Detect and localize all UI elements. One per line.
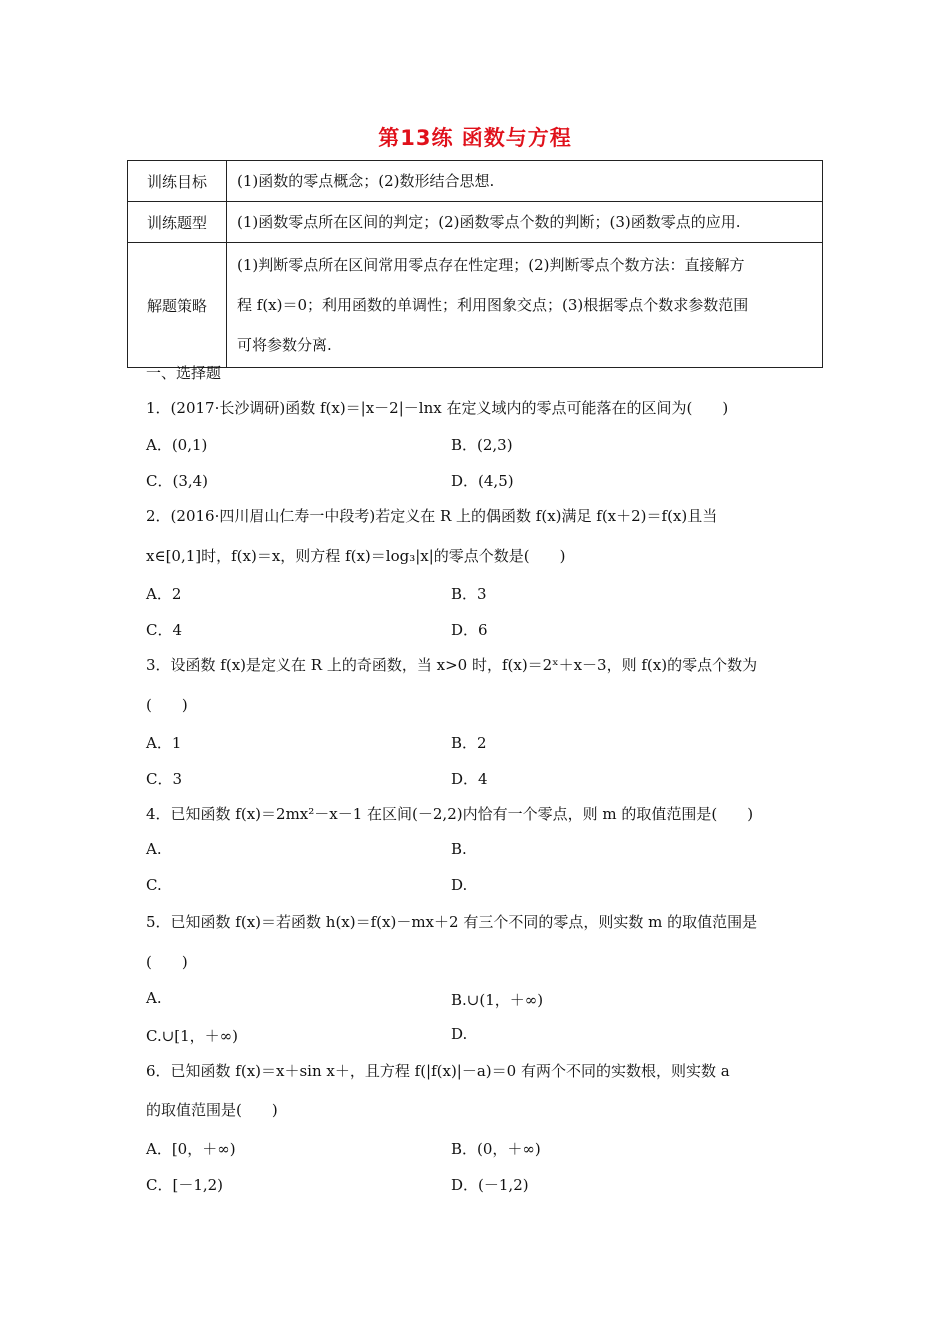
section-heading: 一、选择题 (146, 364, 222, 382)
question-3-line: ( ) (146, 696, 188, 714)
q2-option-c: C．4 (146, 621, 183, 639)
q3-option-d: D．4 (451, 770, 488, 788)
q4-option-d: D. (451, 876, 468, 894)
question-5-line: ( ) (146, 953, 188, 971)
question-6-line: 的取值范围是( ) (146, 1101, 278, 1119)
q1-option-d: D．(4,5) (451, 472, 514, 490)
row-value (227, 243, 823, 368)
q6-option-a: A．[0，＋∞) (146, 1140, 236, 1158)
q5-option-b: B.∪(1，＋∞) (451, 991, 544, 1009)
q6-option-b: B．(0，＋∞) (451, 1140, 541, 1158)
q6-option-c: C．[－1,2) (146, 1176, 224, 1194)
q5-option-d: D. (451, 1025, 468, 1043)
row-label: 解题策略 (128, 243, 227, 368)
question-5-line: 5．已知函数 f(x)＝若函数 h(x)＝f(x)－mx＋2 有三个不同的零点，则实数 m 的取值范围是 (146, 913, 758, 931)
table-row (128, 243, 823, 368)
q6-option-d: D．(－1,2) (451, 1176, 529, 1194)
q1-option-c: C．(3,4) (146, 472, 209, 490)
training-info-table (127, 160, 823, 368)
q3-option-b: B．2 (451, 734, 487, 752)
q4-option-a: A. (146, 840, 162, 858)
q2-option-a: A．2 (146, 585, 182, 603)
strategy-line: (1)判断零点所在区间常用零点存在性定理；(2)判断零点个数方法：直接解方 (237, 256, 745, 274)
table-row (128, 202, 823, 243)
q2-option-b: B．3 (451, 585, 487, 603)
q3-option-c: C．3 (146, 770, 183, 788)
strategy-line: 程 f(x)＝0；利用函数的单调性；利用图象交点；(3)根据零点个数求参数范围 (237, 296, 749, 314)
row-value: (1)函数零点所在区间的判定；(2)函数零点个数的判断；(3)函数零点的应用. (227, 202, 823, 243)
q4-option-c: C. (146, 876, 162, 894)
row-label: 训练目标 (128, 161, 227, 202)
question-6-line: 6．已知函数 f(x)＝x＋sin x＋，且方程 f(|f(x)|－a)＝0 有两个不同的实数根，则实数 a (146, 1062, 730, 1080)
q2-option-d: D．6 (451, 621, 488, 639)
q1-option-b: B．(2,3) (451, 436, 513, 454)
row-value: (1)函数的零点概念；(2)数形结合思想. (227, 161, 823, 202)
table-row (128, 161, 823, 202)
q5-option-a: A. (146, 989, 162, 1007)
question-2-line: x∈[0,1]时，f(x)＝x，则方程 f(x)＝log₃|x|的零点个数是( ) (146, 547, 566, 565)
question-4-line: 4．已知函数 f(x)＝2mx²－x－1 在区间(－2,2)内恰有一个零点，则 m 的取值范围是( ) (146, 805, 754, 823)
q3-option-a: A．1 (146, 734, 182, 752)
q4-option-b: B. (451, 840, 467, 858)
question-2-line: 2．(2016·四川眉山仁寿一中段考)若定义在 R 上的偶函数 f(x)满足 f(x＋2)＝f(x)且当 (146, 507, 718, 525)
q5-option-c: C.∪[1，＋∞) (146, 1027, 239, 1045)
page-title: 第13练 函数与方程 (378, 126, 572, 150)
question-1-line: 1．(2017·长沙调研)函数 f(x)＝|x－2|－lnx 在定义域内的零点可能落在的区间为( ) (146, 399, 729, 417)
q1-option-a: A．(0,1) (146, 436, 208, 454)
row-label: 训练题型 (128, 202, 227, 243)
question-3-line: 3．设函数 f(x)是定义在 R 上的奇函数，当 x>0 时，f(x)＝2ˣ＋x－3，则 f(x)的零点个数为 (146, 656, 758, 674)
strategy-line: 可将参数分离. (237, 336, 332, 354)
